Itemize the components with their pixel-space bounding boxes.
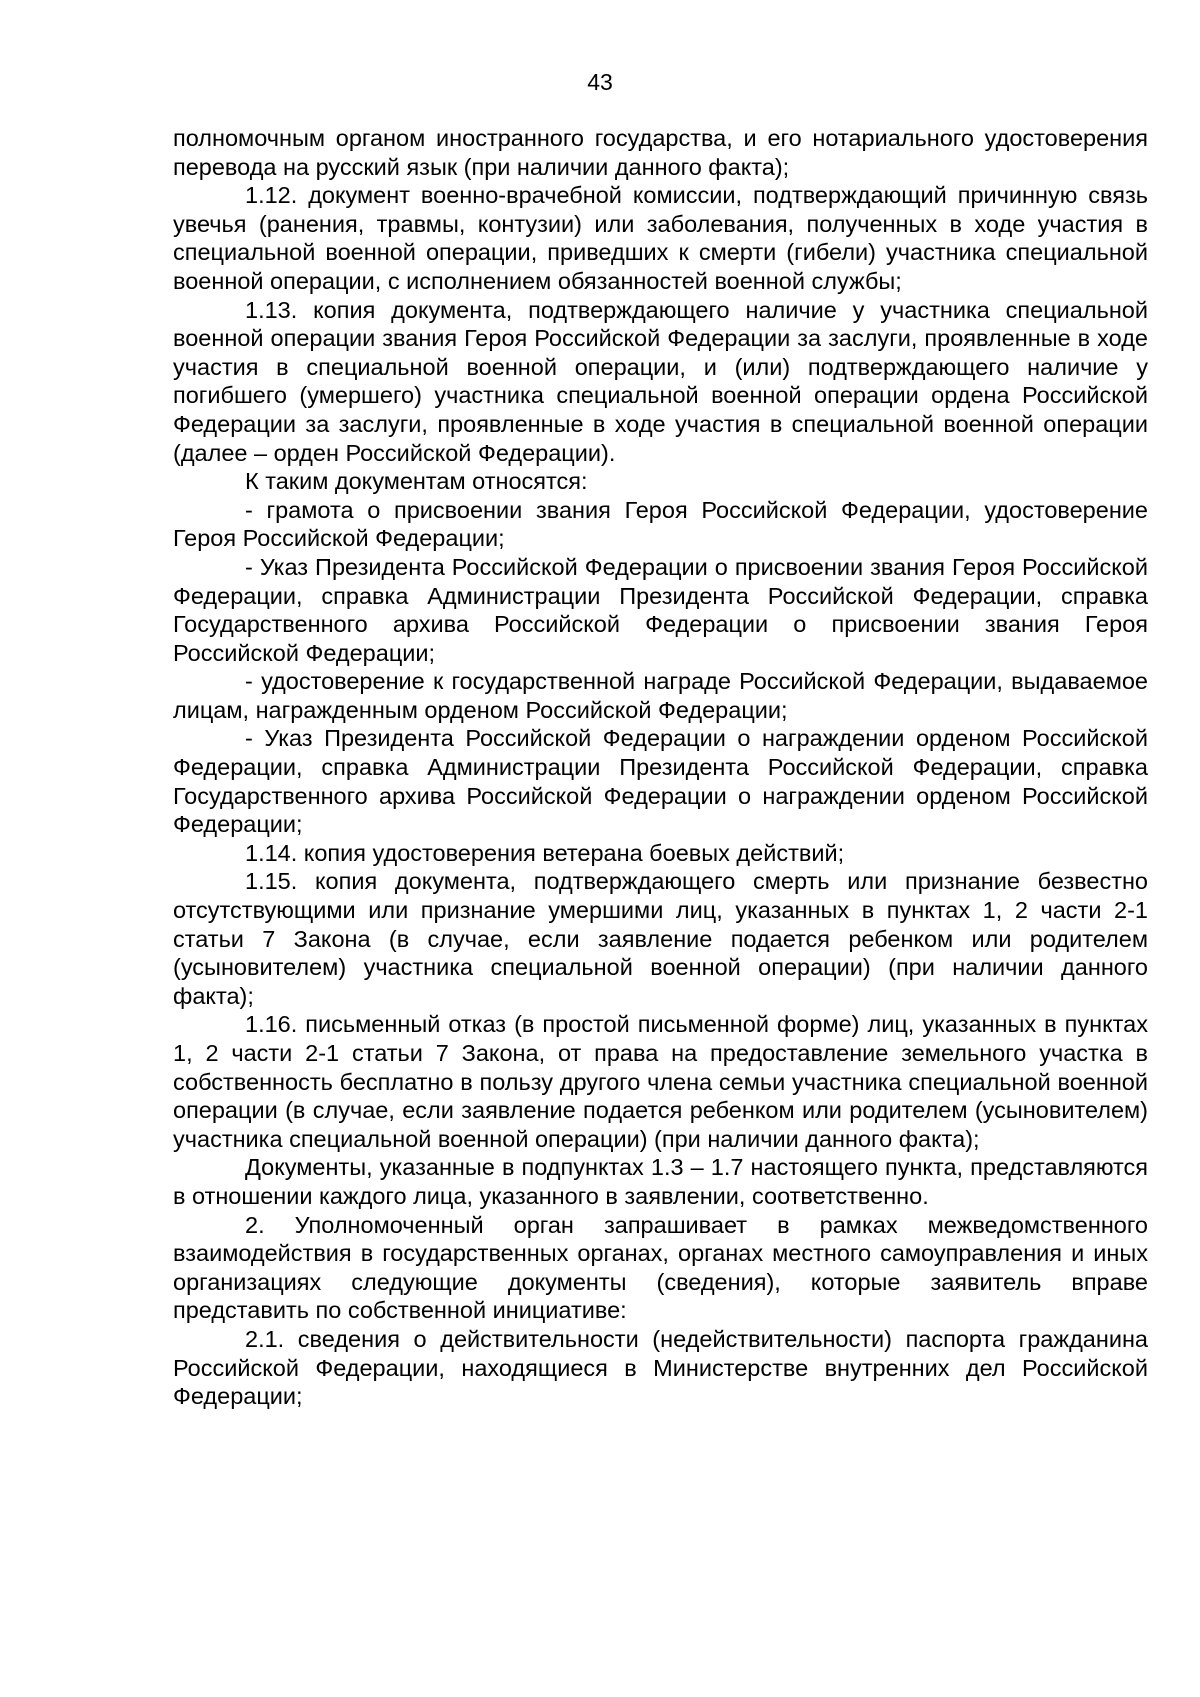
document-body: [173, 124, 1148, 1411]
paragraph: 1.12. документ военно-врачебной комиссии, подтверждающий причинную связь увечья (ранения, травмы, контузии) или заболевания, полученных в ходе участия в специальной военной операции, приведших к смерти (гибели) участника специальной военной операции, с исполнением обязанностей военной службы;: [173, 182, 1148, 294]
page-number: 43: [587, 69, 613, 95]
paragraph: 2.1. сведения о действительности (недействительности) паспорта гражданина Российской Федерации, находящиеся в Министерстве внутренних дел Российской Федерации;: [173, 1325, 1148, 1410]
paragraph: Документы, указанные в подпунктах 1.3 – 1.7 настоящего пункта, представляются в отношении каждого лица, указанного в заявлении, соответственно.: [173, 1154, 1148, 1209]
paragraph: 2. Уполномоченный орган запрашивает в рамках межведомственного взаимодействия в государственных органах, органах местного самоуправления и иных организациях следующие документы (сведения), которые заявитель вправе представить по собственной инициативе:: [173, 1211, 1148, 1324]
paragraph: 1.16. письменный отказ (в простой письменной форме) лиц, указанных в пунктах 1, 2 части 2-1 статьи 7 Закона, от права на предоставление земельного участка в собственность бесплатно в пользу другого члена семьи участника специальной военной операции (в случае, если заявление подается ребенком или родителем (усыновителем) участника специальной военной операции) (при наличии данного факта);: [173, 1011, 1148, 1152]
paragraph: - удостоверение к государственной награде Российской Федерации, выдаваемое лицам, награжденным орденом Российской Федерации;: [173, 668, 1148, 723]
paragraph: 1.14. копия удостоверения ветерана боевых действий;: [245, 839, 845, 866]
paragraph: 1.15. копия документа, подтверждающего смерть или признание безвестно отсутствующими или признание умершими лиц, указанных в пунктах 1, 2 части 2-1 статьи 7 Закона (в случае, если заявление подается ребенком или родителем (усыновителем) участника специальной военной операции) (при наличии данного факта);: [173, 868, 1148, 1009]
paragraph: полномочным органом иностранного государства, и его нотариального удостоверения перевода на русский язык (при наличии данного факта);: [173, 125, 1148, 180]
paragraph: - грамота о присвоении звания Героя Российской Федерации, удостоверение Героя Российской Федерации;: [173, 496, 1148, 552]
paragraph: К таким документам относятся:: [245, 468, 588, 495]
paragraph: - Указ Президента Российской Федерации о награждении орденом Российской Федерации, справка Администрации Президента Российской Федерации, справка Государственного архива Российской Федерации о награждении орденом Российской Федерации;: [173, 725, 1148, 838]
paragraph: 1.13. копия документа, подтверждающего наличие у участника специальной военной операции звания Героя Российской Федерации за заслуги, проявленные в ходе участия в специальной военной операции, и (или) подтверждающего наличие у погибшего (умершего) участника специальной военной операции ордена Российской Федерации за заслуги, проявленные в ходе участия в специальной военной операции (далее – орден Российской Федерации).: [173, 296, 1148, 466]
paragraph: - Указ Президента Российской Федерации о присвоении звания Героя Российской Федерации, справка Администрации Президента Российской Федерации, справка Государственного архива Российской Федерации о присвоении звания Героя Российской Федерации;: [173, 553, 1148, 666]
